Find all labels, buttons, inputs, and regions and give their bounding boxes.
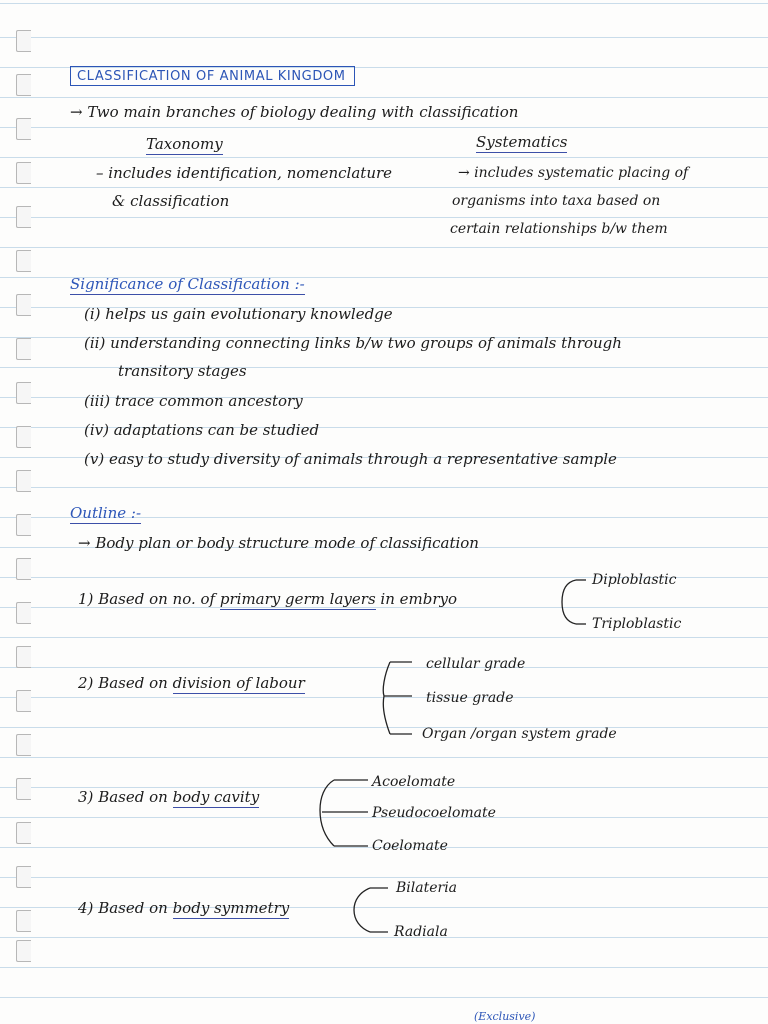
basis-key-term: body symmetry xyxy=(172,899,290,917)
binder-hole xyxy=(16,940,31,962)
taxonomy-heading xyxy=(146,134,223,154)
systematics-line-3: certain relationships b/w them xyxy=(450,221,668,237)
branch-coelomate: Coelomate xyxy=(372,838,448,854)
branch-cellular-grade: cellular grade xyxy=(426,656,526,672)
branch-triploblastic: Triploblastic xyxy=(592,616,682,632)
basis-key-term: body cavity xyxy=(172,788,260,806)
footer-mark: (Exclusive) xyxy=(474,1010,536,1023)
significance-item: (i) helps us gain evolutionary knowledge xyxy=(84,305,393,323)
systematics-line-1: → includes systematic placing of xyxy=(458,165,689,181)
binder-hole xyxy=(16,602,31,624)
basis-key-term: primary germ layers xyxy=(219,590,376,608)
intro-line: → Two main branches of biology dealing with classification xyxy=(70,103,519,121)
basis-prefix: Based on no. of xyxy=(98,590,216,608)
outline-heading xyxy=(70,503,141,523)
systematics-heading-text: Systematics xyxy=(476,133,568,151)
basis-number: 3) xyxy=(78,788,94,806)
binder-holes xyxy=(16,30,38,960)
systematics-line-2: organisms into taxa based on xyxy=(452,193,661,209)
systematics-heading xyxy=(476,132,567,152)
significance-heading xyxy=(70,274,305,294)
binder-hole xyxy=(16,74,31,96)
binder-hole xyxy=(16,690,31,712)
branch-pseudocoelomate: Pseudocoelomate xyxy=(372,805,496,821)
basis-suffix: in embryo xyxy=(380,590,458,608)
basis-prefix: Based on xyxy=(98,788,168,806)
binder-hole xyxy=(16,118,31,140)
basis-body-symmetry xyxy=(78,898,289,918)
branch-bracket xyxy=(314,772,370,856)
binder-hole xyxy=(16,646,31,668)
taxonomy-line-2: & classification xyxy=(112,192,230,210)
binder-hole xyxy=(16,822,31,844)
basis-germ-layers xyxy=(78,589,457,609)
binder-hole xyxy=(16,514,31,536)
branch-bracket xyxy=(556,572,590,632)
binder-hole xyxy=(16,162,31,184)
significance-item: (ii) understanding connecting links b/w two groups of animals through xyxy=(84,334,622,352)
basis-number: 2) xyxy=(78,674,94,692)
basis-number: 4) xyxy=(78,899,94,917)
basis-body-cavity xyxy=(78,787,259,807)
taxonomy-heading-text: Taxonomy xyxy=(146,135,223,153)
binder-hole xyxy=(16,470,31,492)
basis-division-of-labour xyxy=(78,673,305,693)
branch-organ-system-grade: Organ /organ system grade xyxy=(422,726,617,742)
binder-hole xyxy=(16,778,31,800)
binder-hole xyxy=(16,206,31,228)
outline-heading-text: Outline :- xyxy=(70,504,142,522)
branch-acoelomate: Acoelomate xyxy=(372,774,456,790)
branch-bilateria: Bilateria xyxy=(396,880,458,896)
binder-hole xyxy=(16,426,31,448)
binder-hole xyxy=(16,734,31,756)
basis-key-term: division of labour xyxy=(172,674,305,692)
significance-heading-text: Significance of Classification :- xyxy=(70,275,305,293)
binder-hole xyxy=(16,294,31,316)
basis-number: 1) xyxy=(78,590,94,608)
branch-radiala: Radiala xyxy=(394,924,448,940)
significance-item: (iii) trace common ancestory xyxy=(84,392,303,410)
binder-hole xyxy=(16,338,31,360)
page-title: CLASSIFICATION OF ANIMAL KINGDOM xyxy=(70,66,355,86)
basis-prefix: Based on xyxy=(98,899,168,917)
significance-item: (iv) adaptations can be studied xyxy=(84,421,320,439)
branch-bracket xyxy=(376,656,426,746)
binder-hole xyxy=(16,866,31,888)
taxonomy-line-1: – includes identification, nomenclature xyxy=(96,164,393,182)
binder-hole xyxy=(16,30,31,52)
binder-hole xyxy=(16,910,31,932)
binder-hole xyxy=(16,382,31,404)
binder-hole xyxy=(16,558,31,580)
significance-item: (v) easy to study diversity of animals through a representative sample xyxy=(84,450,617,468)
basis-prefix: Based on xyxy=(98,674,168,692)
branch-bracket xyxy=(348,880,392,942)
branch-diploblastic: Diploblastic xyxy=(592,572,677,588)
significance-item-continuation: transitory stages xyxy=(118,362,247,380)
binder-hole xyxy=(16,250,31,272)
outline-intro: → Body plan or body structure mode of classification xyxy=(78,534,479,552)
branch-tissue-grade: tissue grade xyxy=(426,690,514,706)
